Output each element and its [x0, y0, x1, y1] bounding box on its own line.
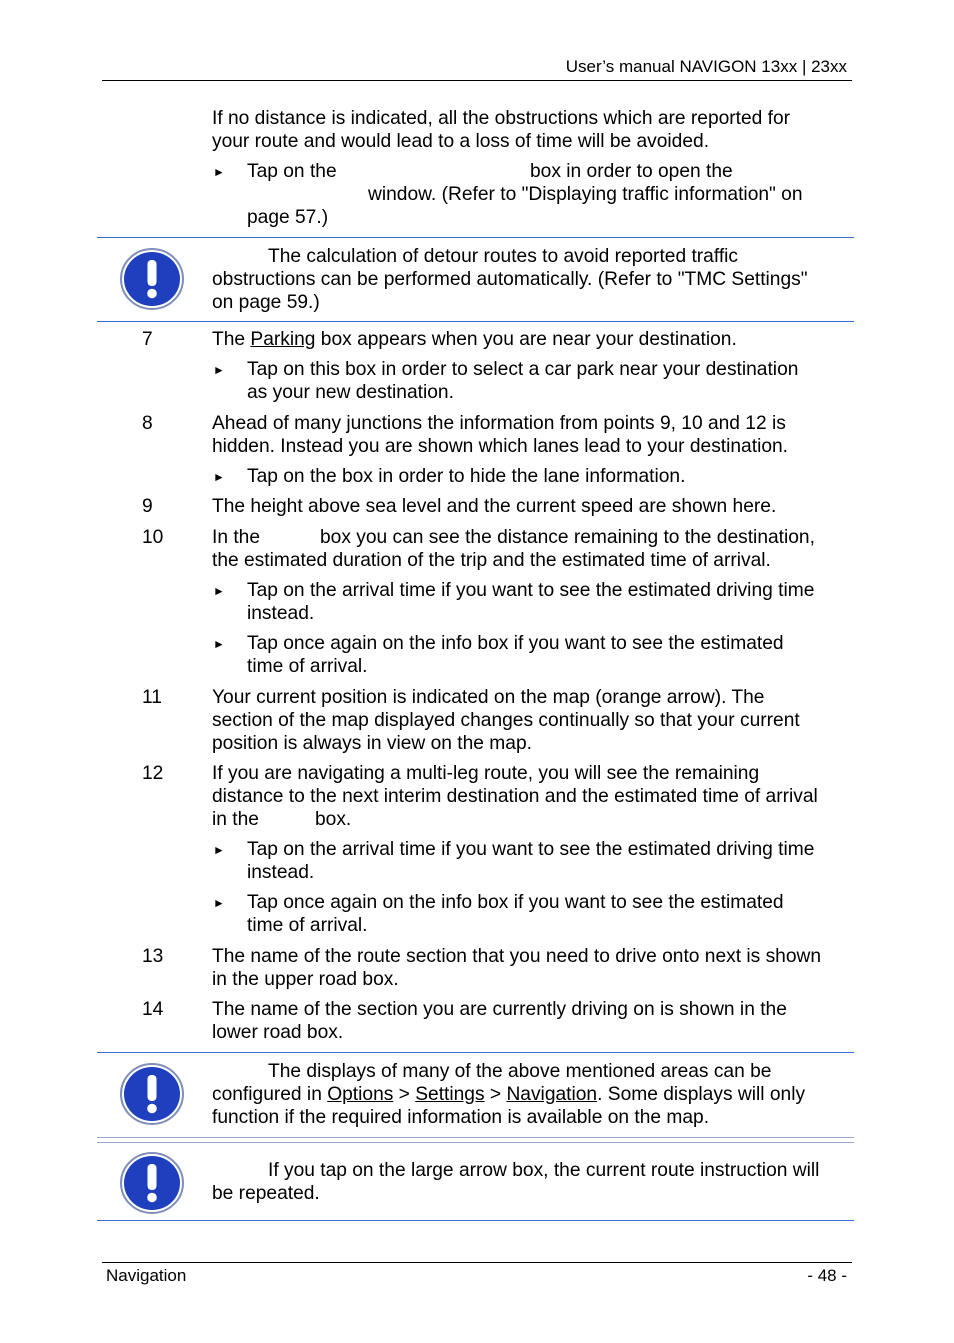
bullet-icon: ► [213, 165, 225, 179]
options-link[interactable]: Options [327, 1084, 394, 1105]
item12-bullet-1a: Tap on the arrival time if you want to see the estimated driving time [247, 839, 815, 860]
item13-line-2: in the upper road box. [212, 969, 399, 990]
item10-bullet-2a: Tap once again on the info box if you want to see the estimated [247, 633, 784, 654]
intro-bullet-a: Tap on the [247, 161, 337, 182]
item-number: 11 [142, 687, 162, 708]
footer-rule [102, 1262, 852, 1263]
note1-line-3: on page 59.) [212, 292, 320, 313]
header-rule [102, 80, 852, 81]
note2-text-post: . Some displays will only [597, 1084, 806, 1105]
settings-link[interactable]: Settings [415, 1084, 485, 1105]
note3-line-2: be repeated. [212, 1183, 320, 1204]
item11-line-2: section of the map displayed changes continually so that your current [212, 710, 800, 731]
note-bottom-rule [97, 1220, 854, 1221]
intro-line-1: If no distance is indicated, all the obstructions which are reported for [212, 108, 791, 129]
breadcrumb-separator: > [484, 1084, 507, 1105]
item-number: 12 [142, 763, 164, 784]
item10-line-1a: In the [212, 527, 261, 548]
bullet-icon: ► [213, 584, 225, 598]
item14-line-2: lower road box. [212, 1022, 344, 1043]
navigation-link[interactable]: Navigation [506, 1084, 598, 1105]
item10-bullet-1a: Tap on the arrival time if you want to see the estimated driving time [247, 580, 815, 601]
note1-line-2: obstructions can be performed automatically. (Refer to "TMC Settings" [212, 269, 808, 290]
item7-line-1 [212, 328, 852, 351]
note3-line-1: If you tap on the large arrow box, the current route instruction will [268, 1160, 820, 1181]
bullet-icon: ► [213, 843, 225, 857]
item10-line-2: the estimated duration of the trip and the estimated time of arrival. [212, 550, 771, 571]
exclamation-icon [119, 1151, 185, 1215]
note2-text-pre: configured in [212, 1084, 328, 1105]
item9-line-1: The height above sea level and the current speed are shown here. [212, 496, 777, 517]
item10-bullet-2b: time of arrival. [247, 656, 368, 677]
item7-bullet-2: as your new destination. [247, 382, 454, 403]
note-bottom-rule [97, 321, 854, 322]
intro-bullet-c: window. (Refer to "Displaying traffic information" on [368, 184, 803, 205]
bullet-icon: ► [213, 637, 225, 651]
item12-line-3a: in the [212, 809, 259, 830]
exclamation-icon [119, 247, 185, 311]
bullet-icon: ► [213, 363, 225, 377]
footer-section: Navigation [106, 1266, 187, 1285]
exclamation-icon [119, 1062, 185, 1126]
item12-bullet-2b: time of arrival. [247, 915, 368, 936]
item11-line-1: Your current position is indicated on the map (orange arrow). The [212, 687, 765, 708]
item-number: 8 [142, 413, 153, 434]
item8-bullet-1: Tap on the box in order to hide the lane information. [247, 466, 686, 487]
note2-line-3: function if the required information is available on the map. [212, 1107, 710, 1128]
item10-line-1b: box you can see the distance remaining to the destination, [320, 527, 815, 548]
item10-bullet-1b: instead. [247, 603, 315, 624]
note1-line-1: The calculation of detour routes to avoid reported traffic [268, 246, 739, 267]
parking-link[interactable]: Parking [250, 329, 316, 350]
item7-bullet-1: Tap on this box in order to select a car park near your destination [247, 359, 799, 380]
item14-line-1: The name of the section you are currently driving on is shown in the [212, 999, 787, 1020]
note-top-rule [97, 1142, 854, 1143]
item7-text-post: box appears when you are near your destination. [315, 329, 737, 350]
item12-line-3b: box. [315, 809, 352, 830]
page-header-title: User’s manual NAVIGON 13xx | 23xx [565, 57, 847, 76]
note2-line-1: The displays of many of the above mentioned areas can be [268, 1061, 772, 1082]
item8-line-1: Ahead of many junctions the information from points 9, 10 and 12 is [212, 413, 786, 434]
page-number: - 48 - [807, 1266, 847, 1285]
item-number: 9 [142, 496, 153, 517]
item12-bullet-2a: Tap once again on the info box if you want to see the estimated [247, 892, 784, 913]
intro-line-2: your route and would lead to a loss of time will be avoided. [212, 131, 710, 152]
item13-line-1: The name of the route section that you need to drive onto next is shown [212, 946, 822, 967]
intro-bullet-b: box in order to open the [530, 161, 733, 182]
bullet-icon: ► [213, 896, 225, 910]
item-number: 14 [142, 999, 164, 1020]
note2-line-2 [212, 1083, 852, 1106]
item12-line-1: If you are navigating a multi-leg route, you will see the remaining [212, 763, 760, 784]
item7-text-pre: The [212, 329, 251, 350]
item11-line-3: position is always in view on the map. [212, 733, 532, 754]
breadcrumb-separator: > [393, 1084, 416, 1105]
item12-line-2: distance to the next interim destination and the estimated time of arrival [212, 786, 818, 807]
item-number: 7 [142, 329, 153, 350]
item8-line-2: hidden. Instead you are shown which lanes lead to your destination. [212, 436, 788, 457]
item12-bullet-1b: instead. [247, 862, 315, 883]
item-number: 13 [142, 946, 164, 967]
note-top-rule [97, 1052, 854, 1053]
note-top-rule [97, 237, 854, 238]
item-number: 10 [142, 527, 164, 548]
note-bottom-rule [97, 1137, 854, 1138]
bullet-icon: ► [213, 470, 225, 484]
intro-bullet-d: page 57.) [247, 207, 329, 228]
